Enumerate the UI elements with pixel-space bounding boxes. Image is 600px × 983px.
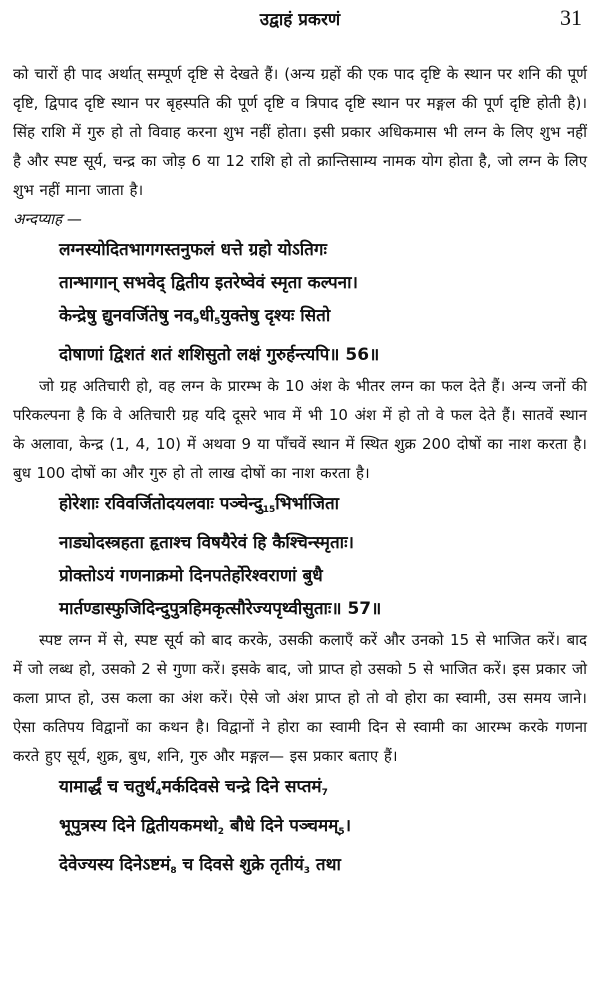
verse-text: होरेशाः रविवर्जितोदयलवाः पञ्चेन्दु [59,494,263,514]
verse-subscript: 15 [262,505,276,515]
paragraph-translation-56: जो ग्रह अतिचारी हो, वह लग्न के प्रारम्भ के 10 अंश के भीतर लग्न का फल देते हैं। अन्य जनों की परिकल्पना है कि वे अतिचारी ग्रह यदि दूसरे भाव में भी 10 अंश में हो तो वे फल देते हैं। सातवें स्थान के अलावा, केन्द्र (1, 4, 10) में अथवा 9 या पाँचवें स्थान में स्थित शुक्र 200 दोषों का नाश करता है। बुध 100 दोषों का और गुरु हो तो लाख दोषों का नाश करता है। [13,377,587,482]
verse-line: प्रोक्तोऽयं गणनाक्रमो दिनपतेर्होरेश्वराणां बुधै [59,566,323,586]
verse-text: बौधे दिने पञ्चमम् [224,816,339,836]
verse-line: नाड्योदस्त्रहता हृताश्च विषयैरेवं हि कैश्चिन्स्मृताः। [59,533,354,553]
verse-line [59,488,587,527]
chapter-title: उद्वाहं प्रकरणं [259,10,341,30]
verse-intro-label: अन्दप्याह — [13,210,82,228]
verse-text: देवेज्यस्य दिनेऽष्टमं [59,855,171,875]
verse-58 [13,771,587,888]
verse-subscript: 5 [338,827,345,837]
verse-subscript: 5 [214,317,221,327]
verse-line [59,771,587,810]
verse-text: यामार्द्धं च चतुर्थ [59,777,156,797]
verse-line: लग्नस्योदितभागगस्तनुफलं धत्ते ग्रहो योऽतिगः [59,240,327,260]
page-number: 31 [560,5,582,30]
verse-text: भूपुत्रस्य दिने द्वितीयकमथो [59,816,218,836]
verse-text: मर्कदिवसे चन्द्रे दिने सप्तमं [161,777,322,797]
verse-text: च दिवसे शुक्रे तृतीयं [176,855,304,875]
verse-line: मार्तण्डास्फुजिदिन्दुपुत्रहिमकृत्सौरेज्यपृथ्वीसुताः॥ 57॥ [59,599,382,619]
verse-line [59,300,587,339]
verse-subscript: 3 [303,866,310,876]
verse-subscript: 9 [193,317,200,327]
verse-57 [13,488,587,626]
verse-subscript: 2 [217,827,225,837]
verse-line: तान्भागान् सभवेद् द्वितीय इतरेष्वेवं स्मृता कल्पना। [59,273,358,293]
verse-text: तथा [310,855,341,875]
verse-text: केन्द्रेषु द्युनवर्जितेषु नव [59,306,194,326]
verse-56 [13,234,587,372]
verse-line [59,810,587,849]
page-body [13,60,587,888]
verse-text: धी [199,306,215,326]
verse-line: दोषाणां द्विशतं शतं शशिसुतो लक्षं गुरुर्हन्त्यपि॥ 56॥ [59,345,380,365]
paragraph-translation-57: स्पष्ट लग्न में से, स्पष्ट सूर्य को बाद करके, उसकी कलाएँ करें और उनको 15 से भाजित करें। बाद में जो लब्ध हो, उसको 2 से गुणा करें। इसके बाद, जो प्राप्त हो उसको 5 से भाजित करें। इस प्रकार जो कला प्राप्त हो, उस कला का अंश करें। ऐसे जो अंश प्राप्त हो तो वो होरा का स्वामी, उस समय जाने। ऐसा कतिपय विद्वानों का कथन है। विद्वानों ने होरा का स्वामी दिन से स्वामी का आरम्भ करके गणना करते हुए सूर्य, शुक्र, बुध, शनि, गुरु और मङ्गल— इस प्रकार बताए हैं। [13,631,587,765]
verse-text: । [344,816,352,836]
verse-subscript: 4 [155,788,162,798]
verse-subscript: 7 [321,788,328,798]
verse-subscript: 8 [170,866,177,876]
verse-text: भिर्भाजिता [275,494,340,514]
verse-line [59,849,587,888]
paragraph-continuation: को चारों ही पाद अर्थात् सम्पूर्ण दृष्टि से देखते हैं। (अन्य ग्रहों की एक पाद दृष्टि के स्थान पर शनि की पूर्ण दृष्टि, द्विपाद दृष्टि स्थान पर बृहस्पति की पूर्ण दृष्टि व त्रिपाद दृष्टि स्थान पर मङ्गल की पूर्ण दृष्टि होती है)। सिंह राशि में गुरु हो तो विवाह करना शुभ नहीं होता। इसी प्रकार अधिकमास भी लग्न के लिए शुभ नहीं है और स्पष्ट सूर्य, चन्द्र का जोड़ 6 या 12 राशि हो तो क्रान्तिसाम्य नामक योग होता है, जो लग्न के लिए शुभ नहीं माना जाता है। [13,65,587,199]
running-head [0,7,600,37]
verse-text: युक्तेषु दृश्यः सितो [220,306,331,326]
